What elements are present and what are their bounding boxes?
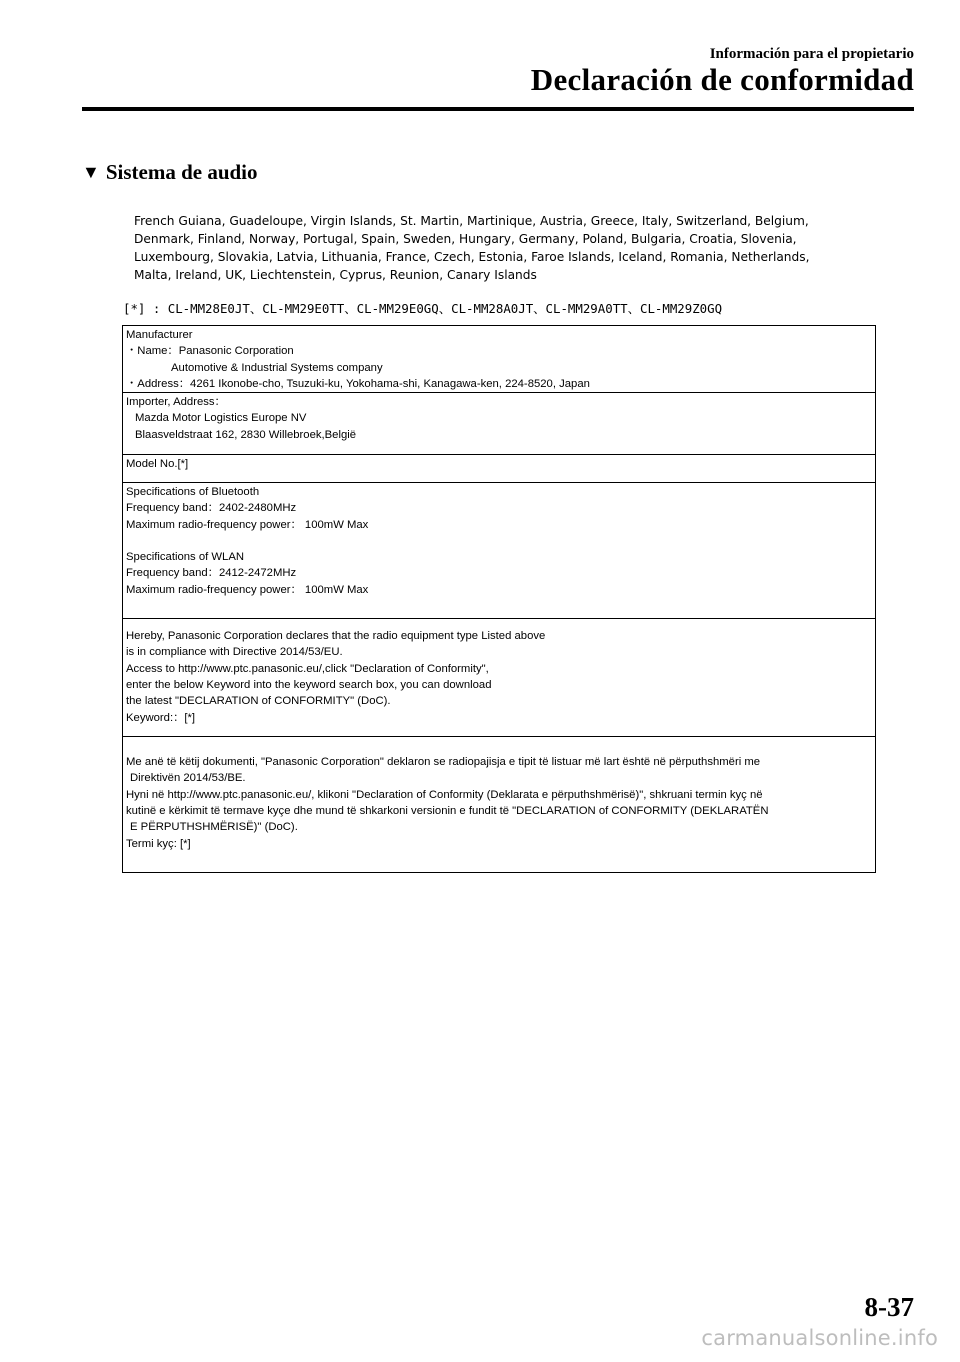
manufacturer-name: ・Name：Panasonic Corporation (126, 345, 294, 358)
specifications-row (123, 483, 876, 619)
manufacturer-cell (123, 326, 876, 393)
declaration-en-line: Hereby, Panasonic Corporation declares that the radio equipment type Listed above (126, 630, 546, 643)
declaration-en-line: Access to http://www.ptc.panasonic.eu/,click "Declaration of Conformity", (126, 662, 489, 675)
declaration-sq-line: Me anë të këtij dokumenti, "Panasonic Corporation" deklaron se radiopajisja e tipit të listuar më lart është në përputhshmëri me (126, 756, 761, 769)
countries-line: Luxembourg, Slovakia, Latvia, Lithuania, France, Czech, Estonia, Faroe Islands, Iceland, Romania, Netherlands, (134, 250, 810, 264)
declaration-en-keyword: Keyword:：[*] (126, 711, 196, 724)
declaration-en-cell (123, 619, 876, 737)
model-cell (123, 455, 876, 483)
manufacturer-row (123, 326, 876, 393)
declaration-en-line: is in compliance with Directive 2014/53/EU. (126, 646, 343, 659)
header-rule (82, 107, 914, 111)
declaration-en-line: the latest "DECLARATION of CONFORMITY" (DoC). (126, 695, 391, 708)
manufacturer-division: Automotive & Industrial Systems company (171, 361, 383, 374)
wlan-frequency: Frequency band：2412-2472MHz (126, 567, 297, 580)
declaration-sq-keyword: Termi kyç: [*] (126, 837, 191, 850)
countries-line: Malta, Ireland, UK, Liechtenstein, Cyprus, Reunion, Canary Islands (134, 268, 537, 282)
manufacturer-heading: Manufacturer (126, 329, 193, 341)
countries-line: Denmark, Finland, Norway, Portugal, Spain, Sweden, Hungary, Germany, Poland, Bulgaria, Croatia, Slovenia, (134, 232, 797, 246)
countries-line: French Guiana, Guadeloupe, Virgin Islands, St. Martin, Martinique, Austria, Greece, Italy, Switzerland, Belgium, (134, 214, 809, 228)
declaration-sq-line: Direktivën 2014/53/BE. (130, 772, 246, 785)
wlan-heading: Specifications of WLAN (126, 551, 245, 564)
bluetooth-heading: Specifications of Bluetooth (126, 486, 260, 499)
triangle-down-icon: ▼ (82, 162, 100, 182)
declaration-sq-line: kutinë e kërkimit të termave kyçe dhe mund të shkarkoni versionin e fundit të "DECLARATION of CONFORMITY (DEKLARATËN (126, 805, 769, 818)
importer-name: Mazda Motor Logistics Europe NV (135, 412, 307, 425)
section-title: Sistema de audio (105, 160, 258, 184)
declaration-sq-cell (123, 737, 876, 873)
model-number: Model No.[*] (126, 458, 189, 471)
declaration-en-line: enter the below Keyword into the keyword search box, you can download (126, 679, 492, 692)
watermark-text: carmanualsonline.info (701, 1326, 938, 1350)
model-numbers-line: [*] : CL-MM28E0JT、CL-MM29E0TT、CL-MM29E0GQ、CL-MM28A0JT、CL-MM29A0TT、CL-MM29Z0GQ (123, 301, 723, 316)
section-heading (82, 160, 258, 185)
specifications-cell (123, 483, 876, 619)
declaration-sq-row (123, 737, 876, 873)
bluetooth-frequency: Frequency band：2402-2480MHz (126, 502, 297, 515)
manufacturer-address: ・Address：4261 Ikonobe-cho, Tsuzuki-ku, Yokohama-shi, Kanagawa-ken, 224-8520, Japan (126, 377, 590, 390)
declaration-sq-line: Hyni në http://www.ptc.panasonic.eu/, klikoni "Declaration of Conformity (Deklarata e përputhshmërisë)", shkruani termin kyç në (126, 788, 763, 801)
importer-cell (123, 393, 876, 455)
importer-row (123, 393, 876, 455)
declaration-sq-line: E PËRPUTHSHMËRISË)" (DoC). (130, 821, 298, 834)
conformity-table (122, 325, 876, 873)
wlan-power: Maximum radio-frequency power： 100mW Max (126, 583, 369, 596)
declaration-en-row (123, 619, 876, 737)
importer-address: Blaasveldstraat 162, 2830 Willebroek,België (135, 428, 357, 441)
countries-list (134, 212, 834, 284)
importer-heading: Importer, Address： (126, 396, 226, 409)
model-row (123, 455, 876, 483)
header-subtitle: Información para el propietario (709, 46, 914, 62)
page-title: Declaración de conformidad (530, 62, 914, 97)
page-number: 8-37 (864, 1292, 914, 1322)
bluetooth-power: Maximum radio-frequency power： 100mW Max (126, 518, 369, 531)
